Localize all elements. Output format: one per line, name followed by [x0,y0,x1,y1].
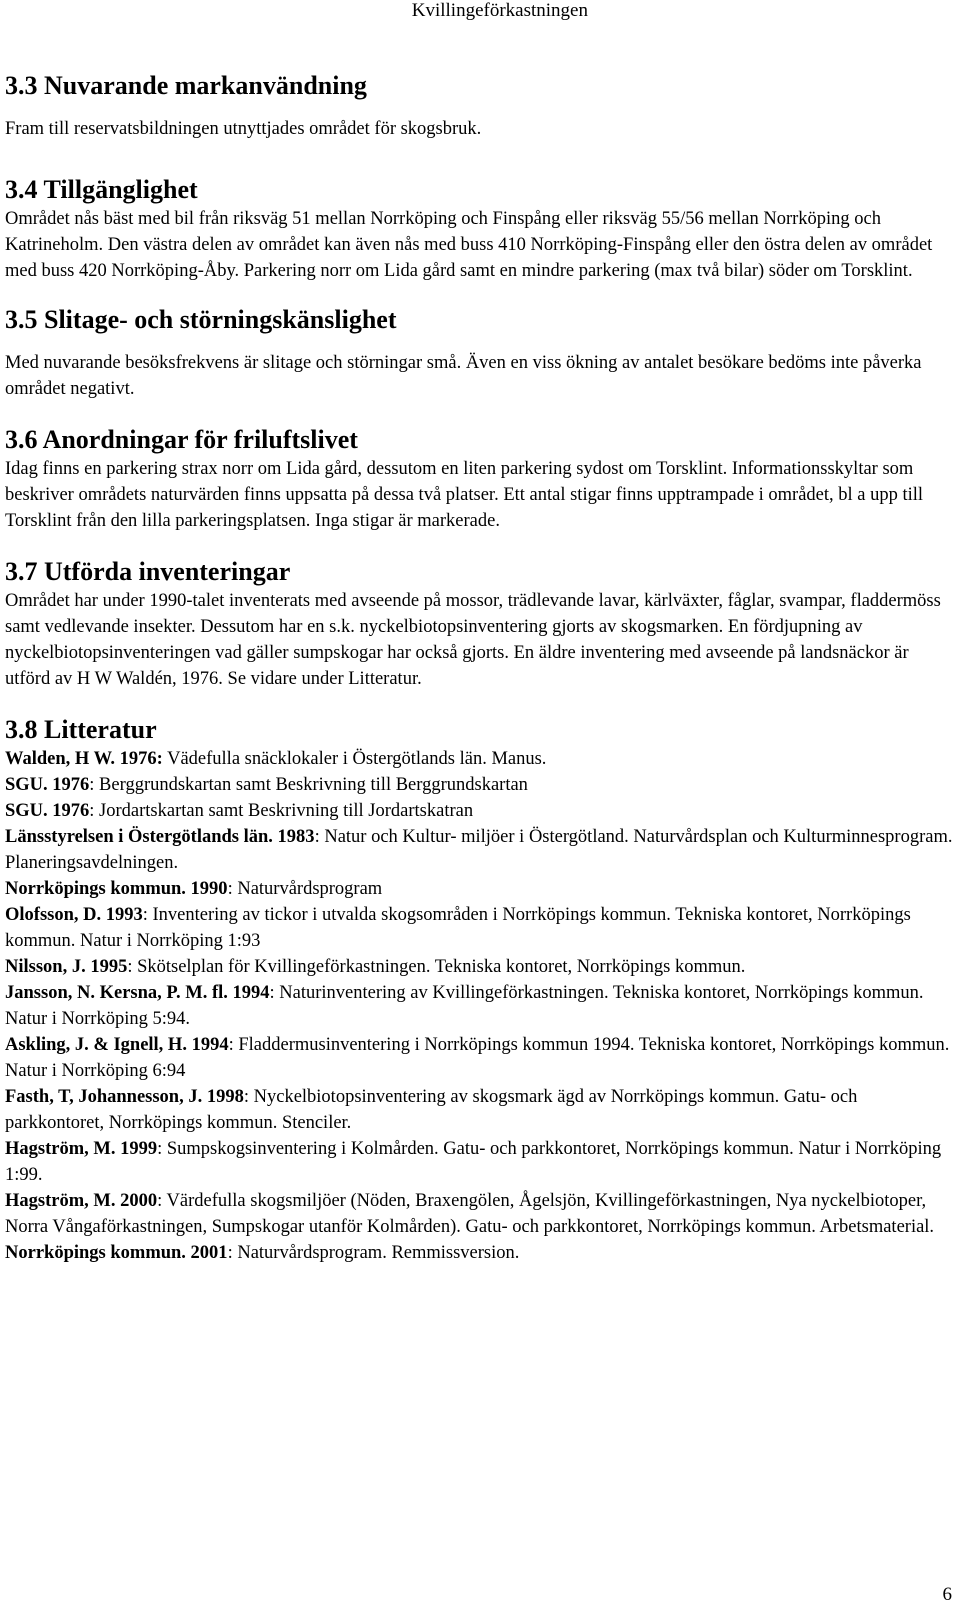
section-text-3-3: Fram till reservatsbildningen utnyttjades området för skogsbruk. [5,119,482,139]
reference-item [5,824,955,876]
reference-author: Hagström, M. 2000 [5,1191,158,1211]
reference-author: Hagström, M. 1999 [5,1139,158,1159]
reference-item [5,1136,955,1188]
section-text-3-7: Området har under 1990-talet inventerats med avseende på mossor, trädlevande lavar, kärlväxter, fåglar, svampar, fladdermöss samt vedlevande insekter. Dessutom har en s.k. nyckelbiotopsinventering gjorts av skogsmarken. En fördjupning av nyckelbiotopsinventeringen vad gäller sumpskogar har också gjorts. En äldre inventering med avseende på landsnäckor är utförd av H W Waldén, 1976. Se vidare under Litteratur. [5,591,941,689]
reference-text: : Naturinventering av Kvillingeförkastningen. Tekniska kontoret, Norrköpings kommun. Natur i Norrköping 5:94. [5,983,924,1029]
reference-item [5,1084,955,1136]
reference-text: : Naturvårdsprogram. Remmissversion. [227,1243,520,1263]
reference-item [5,980,955,1032]
reference-item [5,876,955,902]
section-heading-3-5: 3.5 Slitage- och störningskänslighet [5,305,397,334]
reference-author: Norrköpings kommun. 2001 [5,1243,228,1263]
reference-text: : Skötselplan för Kvillingeförkastningen. Tekniska kontoret, Norrköpings kommun. [127,957,746,977]
reference-author: SGU. 1976 [5,801,90,821]
reference-text: : Inventering av tickor i utvalda skogsområden i Norrköpings kommun. Tekniska kontoret, Norrköpings kommun. Natur i Norrköping 1:93 [5,905,911,951]
section-text-3-5: Med nuvarande besöksfrekvens är slitage och störningar små. Även en viss ökning av antalet besökare bedöms inte påverka området negativt. [5,353,922,399]
document-body [5,70,955,1266]
section-heading-3-7: 3.7 Utförda inventeringar [5,557,291,586]
reference-item [5,798,955,824]
reference-author: Olofsson, D. 1993 [5,905,143,925]
section-heading-3-3: 3.3 Nuvarande markanvändning [5,71,367,100]
reference-item [5,1188,955,1240]
reference-author: Askling, J. & Ignell, H. 1994 [5,1035,229,1055]
reference-text: : Värdefulla skogsmiljöer (Nöden, Braxengölen, Ågelsjön, Kvillingeförkastningen, Nya nyckelbiotoper, Norra Vångaförkastningen, Sumpskogar utanför Kolmården). Gatu- och parkkontoret, Norrköpings kommun. Arbetsmaterial. [5,1191,935,1237]
reference-text: Vädefulla snäcklokaler i Östergötlands län. Manus. [162,749,547,769]
reference-item [5,902,955,954]
section-text-3-4: Området nås bäst med bil från riksväg 51 mellan Norrköping och Finspång eller riksväg 55/56 mellan Norrköping och Katrineholm. Den västra delen av området kan även nås med buss 410 Norrköping-Finspång eller den östra delen av området med buss 420 Norrköping-Åby. Parkering norr om Lida gård samt en mindre parkering (max två bilar) söder om Torsklint. [5,209,933,281]
reference-author: Fasth, T, Johannesson, J. 1998 [5,1087,244,1107]
reference-list [5,746,955,1266]
section-heading-3-4: 3.4 Tillgänglighet [5,175,198,204]
reference-item [5,746,955,772]
running-header: Kvillingeförkastningen [411,0,588,21]
page-number: 6 [942,1584,952,1605]
reference-author: Walden, H W. 1976: [5,749,163,769]
reference-item [5,772,955,798]
reference-author: Norrköpings kommun. 1990 [5,879,228,899]
reference-author: Länsstyrelsen i Östergötlands län. 1983 [5,827,315,847]
reference-text: : Berggrundskartan samt Beskrivning till Berggrundskartan [89,775,528,795]
section-text-3-6: Idag finns en parkering strax norr om Lida gård, dessutom en liten parkering sydost om Torsklint. Informationsskyltar som beskriver områdets naturvärden finns uppsatta på dessa två platser. Ett antal stigar finns upptrampade i området, bl a upp till Torsklint från den lilla parkeringsplatsen. Inga stigar är markerade. [5,459,924,531]
section-heading-3-8: 3.8 Litteratur [5,715,157,744]
reference-item [5,1240,955,1266]
reference-text: : Nyckelbiotopsinventering av skogsmark ägd av Norrköpings kommun. Gatu- och parkkontoret, Norrköpings kommun. Stenciler. [5,1087,858,1133]
reference-author: SGU. 1976 [5,775,90,795]
reference-text: : Natur och Kultur- miljöer i Östergötland. Naturvårdsplan och Kulturminnesprogram. Planeringsavdelningen. [5,827,953,873]
reference-text: : Sumpskogsinventering i Kolmården. Gatu- och parkkontoret, Norrköpings kommun. Natur i Norrköping 1:99. [5,1139,942,1185]
reference-text: : Naturvårdsprogram [227,879,383,899]
reference-author: Nilsson, J. 1995 [5,957,128,977]
reference-item [5,1032,955,1084]
reference-item [5,954,955,980]
reference-text: : Fladdermusinventering i Norrköpings kommun 1994. Tekniska kontoret, Norrköpings kommun. Natur i Norrköping 6:94 [5,1035,950,1081]
reference-author: Jansson, N. Kersna, P. M. fl. 1994 [5,983,270,1003]
reference-text: : Jordartskartan samt Beskrivning till Jordartskatran [89,801,474,821]
section-heading-3-6: 3.6 Anordningar för friluftslivet [5,425,358,454]
